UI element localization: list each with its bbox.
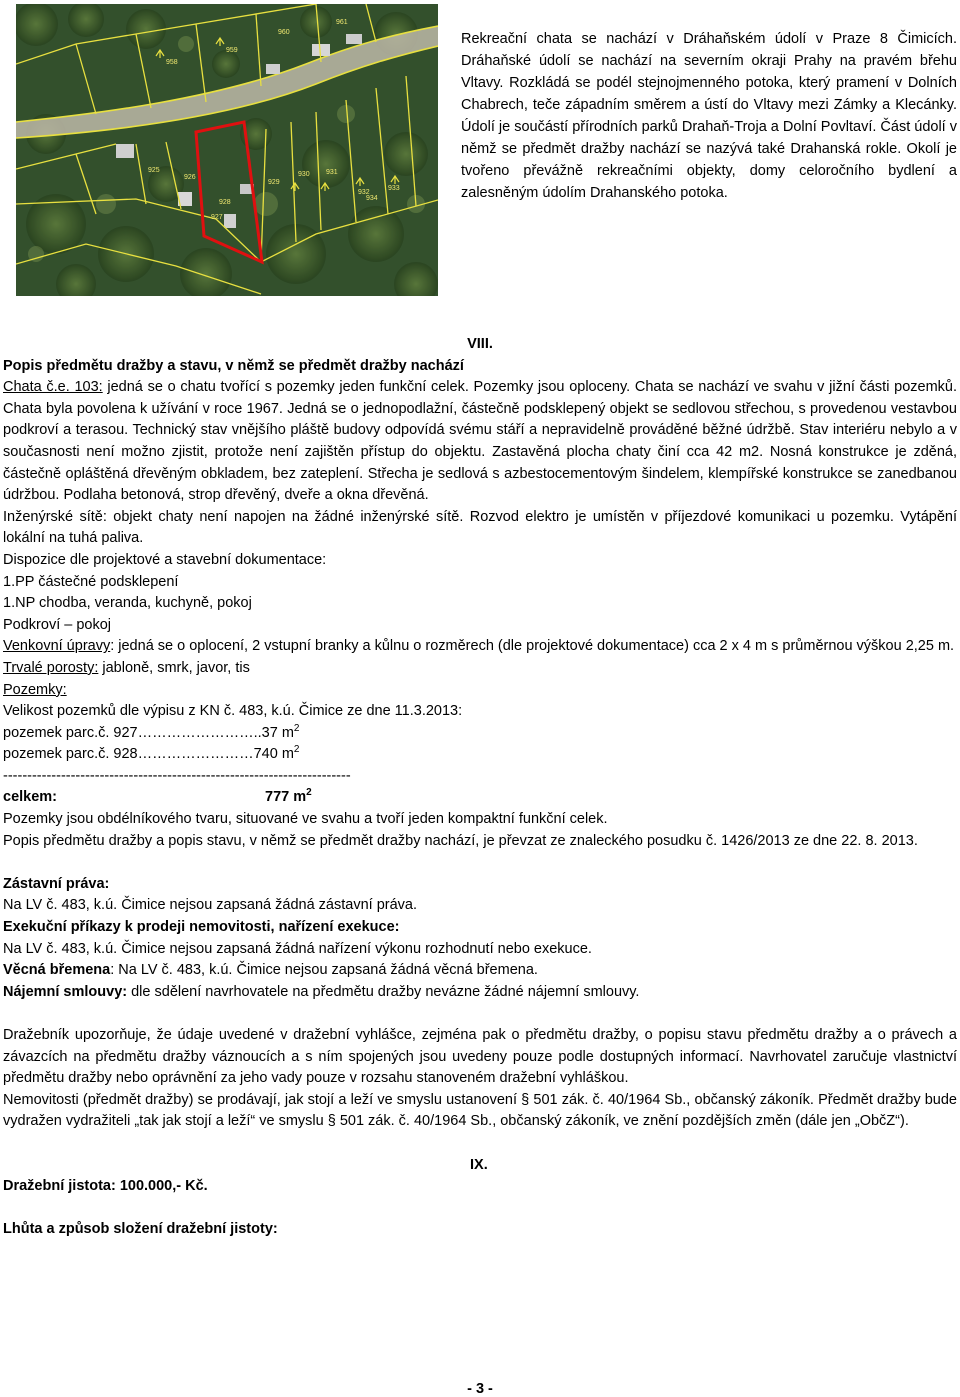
najemni-text: dle sdělení navrhovatele na předmětu dražby nevázne žádné nájemní smlouvy. (127, 983, 640, 1000)
porosty-text: jabloně, smrk, javor, tis (98, 659, 250, 676)
trvale-porosty (3, 658, 957, 680)
venkovni-label: Venkovní úpravy (3, 638, 111, 655)
chata-paragraph (3, 377, 957, 507)
tvar-pozemku: Pozemky jsou obdélníkového tvaru, situované ve svahu a tvoří jeden kompaktní funkční celek. (3, 811, 608, 828)
dispozice-np: 1.NP chodba, veranda, kuchyně, pokoj (3, 595, 252, 612)
venkovni-upravy (3, 636, 957, 658)
map-label-959: 959 (226, 47, 238, 54)
map-label-929: 929 (268, 179, 280, 186)
dash-separator: ------------------------------------------------------------------------ (3, 767, 351, 784)
najemni-smlouvy (3, 982, 957, 1004)
drazebni-jistota: Dražební jistota: 100.000,- Kč. (3, 1178, 208, 1195)
pozemky-label: Pozemky: (3, 681, 67, 698)
cadastral-aerial-map (16, 4, 438, 296)
map-label-930: 930 (298, 171, 310, 178)
popis-prevzat: Popis předmětu dražby a popis stavu, v němž se předmět dražby nachází, je převzat ze znaleckého posudku č. 1426/2013 ze dne 22. 8. 2013. (3, 832, 918, 849)
map-label-932: 932 (358, 189, 370, 196)
map-label-926: 926 (184, 174, 196, 181)
map-label-960: 960 (278, 29, 290, 36)
velikost-pozemku: Velikost pozemků dle výpisu z KN č. 483, k.ú. Čimice ze dne 11.3.2013: (3, 703, 463, 720)
celkem-label: celkem: (3, 789, 58, 806)
pozemek-928-text: pozemek parc.č. 928……………………740 m (3, 746, 294, 763)
pozemek-928-sup: 2 (293, 744, 300, 756)
obcz-paragraph: Nemovitosti (předmět dražby) se prodávají, jak stojí a leží ve smyslu ustanovení § 501 zák. č. 40/1964 Sb., občanský zákoník. Předmět dražby bude vydražen vydražiteli „tak jak stojí a leží“ ve smyslu § 501 zák. č. 40/1964 Sb., občanský zákoník, ve znění pozdějších změn (dále jen „ObčZ“). (3, 1091, 957, 1130)
map-label-934: 934 (366, 195, 378, 202)
pozemek-927-text: pozemek parc.č. 927……………………..37 m (3, 724, 294, 741)
pozemek-927-sup: 2 (293, 722, 300, 734)
map-label-961: 961 (336, 19, 348, 26)
dispozice-pp: 1.PP částečné podsklepení (3, 573, 179, 590)
section-ix-number: IX. (470, 1156, 488, 1173)
lhuta-jistoty: Lhůta a způsob složení dražební jistoty: (3, 1221, 278, 1238)
map-label-927: 927 (211, 214, 223, 221)
pozemek-927 (3, 723, 957, 745)
map-label-931: 931 (326, 169, 338, 176)
map-svg (16, 4, 438, 296)
inzenyrske-site: Inženýrské sítě: objekt chaty není napojen na žádné inženýrské sítě. Rozvod elektro je umístěn v příjezdové komunikaci u pozemku. Vytápění lokální na tuhá paliva. (3, 508, 957, 547)
zastavni-prava-text: Na LV č. 483, k.ú. Čimice nejsou zapsaná žádná zástavní práva. (3, 897, 418, 914)
map-label-928: 928 (219, 199, 231, 206)
venkovni-text: : jedná se o oplocení, 2 vstupní branky a kůlnu o rozměrech (dle projektové dokumentace) cca 2 x 4 m s průměrnou výškou 2,25 m. (110, 638, 955, 655)
location-description: Rekreační chata se nachází v Dráhaňském údolí v Praze 8 Čimicích. Dráhaňské údolí se nachází na severním okraji Prahy na pravém břehu Vltavy. Rozkládá se podél stejnojmenného potoka, který pramení v Dolních Chabrech, teče západním směrem a ústí do Vltavy mezi Zámky a Klecánky. Údolí je součástí přírodních parků Drahaň-Troja a Dolní Povltaví. Část údolí v němž se předmět dražby nachází se nazývá také Drahanská rokle. Okolí je tvořeno převážně rekreačními objekty, domy celoročního bydlení a zalesněným údolím Drahanského potoka. (461, 31, 957, 201)
document-body (3, 334, 957, 1241)
chata-label: Chata č.e. 103: (3, 379, 103, 396)
chata-text: jedná se o chatu tvořící s pozemky jeden funkční celek. Pozemky jsou oploceny. Chata se nachází ve svahu v jižní části pozemků. Chata byla povolena k užívání v roce 1967. Jedná se o jednopodlažní, částečně podsklepený objekt se sedlovou střechou, s provedenou vestavbou podkroví a terasou. Technický stav vnějšího pláště budovy odpovídá svému stáří a nepravidelně prováděné běžné údržbě. Stav interiéru nebylo a v současnosti není možno zjistit, protože není zajištěn přístup do objektu. Zastavěná plocha chaty činí cca 42 m2. Nosná konstrukce je zděná, částečně opláštěná dřevěným obkladem, bez zateplení. Střecha je sedlová s azbestocementovým šindelem, klempířské konstrukce se zanedbanou údržbou. Podlaha betonová, strop dřevěný, dveře a okna dřevěná. (3, 379, 957, 504)
celkem-row (3, 787, 957, 809)
najemni-label: Nájemní smlouvy: (3, 983, 128, 1000)
map-label-933: 933 (388, 185, 400, 192)
dispozice-podkrovi: Podkroví – pokoj (3, 616, 112, 633)
map-label-925: 925 (148, 167, 160, 174)
upozorneni-paragraph: Dražebník upozorňuje, že údaje uvedené v dražební vyhlášce, zejména pak o předmětu dražby, o popisu stavu předmětu dražby a o právech a závazcích na předmětu dražby váznoucích a s ním spojených jsou uvedeny pouze podle dostupných informací. Navrhovatel zaručuje vlastnictví předmětu dražby nebo oprávnění za jeho vady pouze v rozsahu stanoveném dražební vyhláškou. (3, 1027, 957, 1087)
vecna-label: Věcná břemena (3, 962, 111, 979)
vecna-bremena (3, 960, 957, 982)
zastavni-prava-label: Zástavní práva: (3, 875, 110, 892)
page-number: - 3 - (467, 1381, 493, 1397)
section-viii-heading: Popis předmětu dražby a stavu, v němž se předmět dražby nachází (3, 357, 464, 374)
dispozice-heading: Dispozice dle projektové a stavební dokumentace: (3, 551, 327, 568)
vecna-text: : Na LV č. 483, k.ú. Čimice nejsou zapsaná žádná věcná břemena. (110, 962, 538, 979)
exekucni-text: Na LV č. 483, k.ú. Čimice nejsou zapsaná žádná nařízení výkonu rozhodnutí nebo exekuce. (3, 940, 592, 957)
map-label-958: 958 (166, 59, 178, 66)
porosty-label: Trvalé porosty: (3, 659, 99, 676)
section-viii-number: VIII. (467, 336, 493, 352)
pozemek-928 (3, 744, 957, 766)
celkem-sup: 2 (306, 787, 312, 799)
celkem-value: 777 m (265, 789, 307, 806)
exekucni-label: Exekuční příkazy k prodeji nemovitosti, nařízení exekuce: (3, 919, 400, 936)
